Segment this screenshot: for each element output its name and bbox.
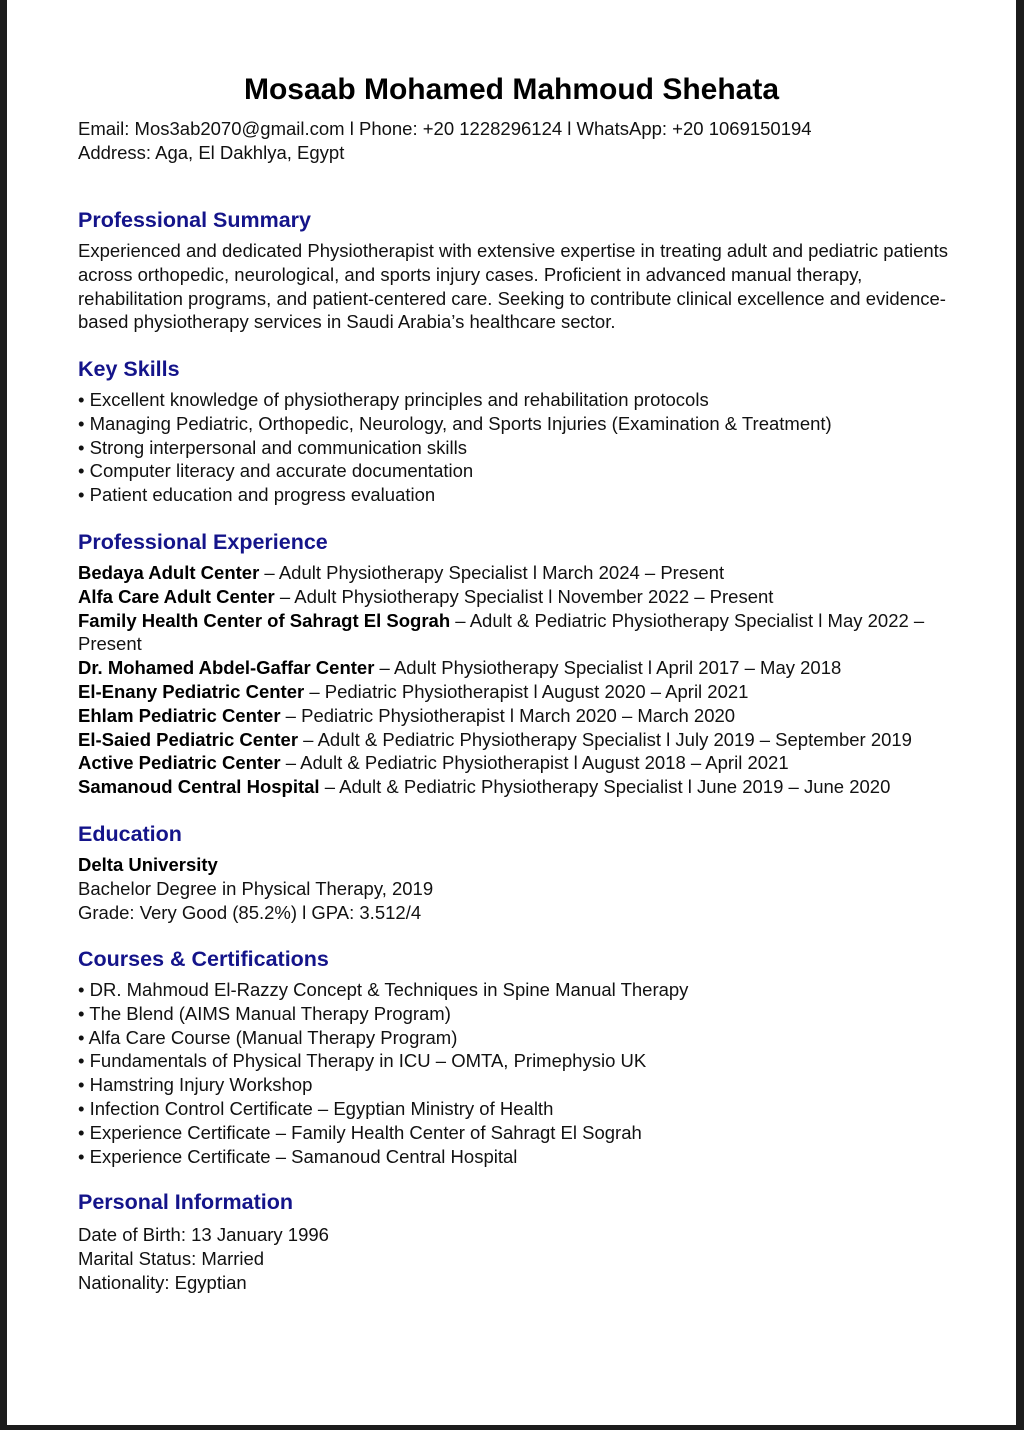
skill-item: • Managing Pediatric, Orthopedic, Neurology, and Sports Injuries (Examination & Treatment) xyxy=(78,412,832,434)
employer-name: Bedaya Adult Center xyxy=(78,562,260,583)
employer-name: Alfa Care Adult Center xyxy=(78,585,275,607)
personal-heading: Personal Information xyxy=(78,1190,294,1214)
address-line: Address: Aga, El Dakhlya, Egypt xyxy=(78,141,345,163)
skills-list xyxy=(78,388,953,507)
role-dates: – Adult & Pediatric Physiotherapy Specialist l July 2019 – September 2019 xyxy=(298,728,912,750)
experience-item xyxy=(78,775,948,799)
employer-name: Dr. Mohamed Abdel-Gaffar Center xyxy=(78,657,375,679)
skill-item: • Excellent knowledge of physiotherapy principles and rehabilitation protocols xyxy=(78,389,709,410)
course-item: • Hamstring Injury Workshop xyxy=(78,1074,313,1096)
role-dates: – Adult Physiotherapy Specialist l April 2017 – May 2018 xyxy=(374,657,842,679)
education-heading: Education xyxy=(78,822,182,846)
course-item: • Alfa Care Course (Manual Therapy Program) xyxy=(78,1026,458,1048)
personal-item: Nationality: Egyptian xyxy=(78,1271,247,1293)
experience-item xyxy=(78,751,948,775)
employer-name: Family Health Center of Sahragt El Sograh xyxy=(78,609,451,631)
employer-name: El-Enany Pediatric Center xyxy=(78,680,305,702)
contact-line: Email: Mos3ab2070@gmail.com l Phone: +20 1228296124 l WhatsApp: +20 1069150194 xyxy=(78,118,812,139)
school-name: Delta University xyxy=(78,854,218,875)
courses-heading: Courses & Certifications xyxy=(78,947,329,971)
experience-item xyxy=(78,609,948,657)
employer-name: Active Pediatric Center xyxy=(78,752,281,774)
summary-heading: Professional Summary xyxy=(78,208,312,232)
degree: Bachelor Degree in Physical Therapy, 2019 xyxy=(78,877,434,899)
course-item: • Infection Control Certificate – Egyptian Ministry of Health xyxy=(78,1097,554,1119)
experience-item xyxy=(78,680,948,704)
courses-list xyxy=(78,978,953,1168)
experience-item xyxy=(78,561,948,585)
course-item: • Experience Certificate – Family Health Center of Sahragt El Sograh xyxy=(78,1121,642,1143)
role-dates: – Adult & Pediatric Physiotherapist l August 2018 – April 2021 xyxy=(280,752,789,774)
skills-heading: Key Skills xyxy=(78,357,180,381)
summary-text: Experienced and dedicated Physiotherapist with extensive expertise in treating adult and pediatric patients across orthopedic, neurological, and sports injury cases. Proficient in advanced manual therapy, rehabilitation programs, and patient-centered care. Seeking to contribute clinical excellence and evidence-based physiotherapy services in Saudi Arabia’s healthcare sector. xyxy=(78,240,949,333)
candidate-name: Mosaab Mohamed Mahmoud Shehata xyxy=(243,73,780,106)
education-block xyxy=(78,853,953,924)
resume-page xyxy=(7,0,1016,1425)
experience-list xyxy=(78,561,948,799)
role-dates: – Adult Physiotherapy Specialist l November 2022 – Present xyxy=(274,585,774,607)
employer-name: Samanoud Central Hospital xyxy=(78,776,320,798)
experience-item xyxy=(78,585,948,609)
course-item: • The Blend (AIMS Manual Therapy Program) xyxy=(78,1002,451,1024)
personal-item: Date of Birth: 13 January 1996 xyxy=(78,1224,329,1245)
role-dates: – Adult & Pediatric Physiotherapy Specialist l May 2022 – Present xyxy=(78,609,925,655)
skill-item: • Strong interpersonal and communication skills xyxy=(78,436,467,458)
personal-item: Marital Status: Married xyxy=(78,1247,265,1269)
role-dates: – Adult Physiotherapy Specialist l March 2024 – Present xyxy=(259,562,725,583)
employer-name: El-Saied Pediatric Center xyxy=(78,728,299,750)
grade: Grade: Very Good (85.2%) l GPA: 3.512/4 xyxy=(78,901,422,923)
role-dates: – Pediatric Physiotherapist l March 2020 – March 2020 xyxy=(280,704,736,726)
experience-heading: Professional Experience xyxy=(78,530,328,554)
course-item: • Fundamentals of Physical Therapy in ICU – OMTA, Primephysio UK xyxy=(78,1050,647,1072)
personal-list xyxy=(78,1223,953,1294)
role-dates: – Adult & Pediatric Physiotherapy Specialist l June 2019 – June 2020 xyxy=(319,776,891,798)
contact-block xyxy=(78,117,953,165)
course-item: • Experience Certificate – Samanoud Central Hospital xyxy=(78,1145,518,1167)
experience-item xyxy=(78,656,948,680)
course-item: • DR. Mahmoud El-Razzy Concept & Techniques in Spine Manual Therapy xyxy=(78,979,689,1000)
experience-item xyxy=(78,704,948,728)
skill-item: • Computer literacy and accurate documentation xyxy=(78,460,474,482)
skill-item: • Patient education and progress evaluation xyxy=(78,484,436,506)
employer-name: Ehlam Pediatric Center xyxy=(78,704,281,726)
experience-item xyxy=(78,728,948,752)
role-dates: – Pediatric Physiotherapist l August 2020 – April 2021 xyxy=(304,680,749,702)
